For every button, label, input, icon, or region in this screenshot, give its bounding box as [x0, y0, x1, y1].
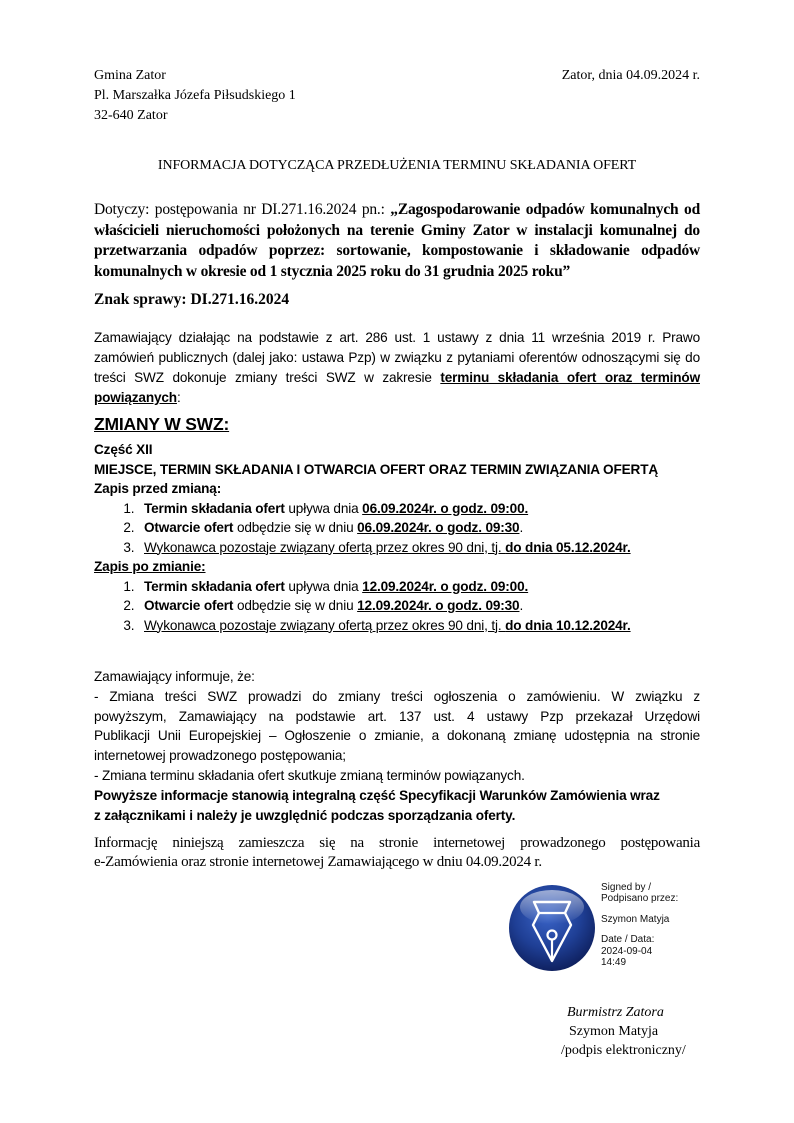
- list-item: [138, 577, 714, 597]
- list-item: [138, 499, 714, 519]
- list-item: [138, 616, 714, 636]
- info-bullet-1-line-1: - Zmiana treści SWZ prowadzi do zmiany treści ogłoszenia o zamówieniu. W związku z: [94, 688, 700, 704]
- signatory-name: Szymon Matyja: [569, 1024, 659, 1039]
- list-item: [138, 538, 714, 558]
- info-bullet-1-line-3: Publikacji Unii Europejskiej – Ogłoszenie o zmianie, a dokonaną zmianę udostępnia na stronie: [94, 728, 700, 744]
- item-text: odbędzie się w dniu: [233, 598, 358, 613]
- info-bullet-2: - Zmiana terminu składania ofert skutkuje zmianą terminów powiązanych.: [94, 767, 525, 783]
- info-section: [94, 667, 700, 825]
- item-date: do dnia 10.12.2024r.: [505, 617, 631, 633]
- intro-text: Zamawiający działając na podstawie z art. 286 ust. 1 ustawy z dnia 11 września 2019 r. Prawo zamówień publicznych (dalej jako: ustawa Pzp) w związku z pytaniami oferentów odnoszącymi się do treści SWZ dokonuje zmiany treści SWZ w zakresie: [94, 330, 700, 385]
- e-signature-stamp: [507, 880, 717, 980]
- signed-by-label-pl: Podpisano przez:: [601, 893, 679, 905]
- sender-street: Pl. Marszałka Józefa Piłsudskiego 1: [94, 88, 296, 103]
- item-end: .: [519, 598, 524, 613]
- item-date: 06.09.2024r. o godz. 09:30: [357, 520, 520, 535]
- intro-paragraph: [94, 328, 700, 408]
- intro-emphasis-1: terminu składania ofert oraz terminów: [440, 370, 700, 385]
- item-bold: Termin składania ofert: [144, 500, 285, 516]
- item-date: 12.09.2024r. o godz. 09:30: [357, 598, 520, 613]
- fountain-pen-nib-icon: [507, 883, 597, 973]
- signatory-note: /podpis elektroniczny/: [561, 1043, 686, 1058]
- place-date: Zator, dnia 04.09.2024 r.: [561, 68, 700, 83]
- e-signature-details: [601, 882, 678, 968]
- sender-address: [94, 66, 296, 126]
- sender-name: Gmina Zator: [94, 68, 166, 83]
- before-list: [94, 499, 714, 558]
- signature-time: 14:49: [601, 957, 627, 969]
- info-bold-line-1: Powyższe informacje stanowią integralną część Specyfikacji Warunków Zamówienia wraz: [94, 787, 660, 803]
- before-label: Zapis przed zmianą:: [94, 481, 222, 496]
- section-title: MIEJSCE, TERMIN SKŁADANIA I OTWARCIA OFERT ORAZ TERMIN ZWIĄZANIA OFERTĄ: [94, 461, 659, 477]
- signer-name: Szymon Matyja: [601, 913, 670, 925]
- procurement-name: „Zagospodarowanie odpadów komunalnych od właścicieli nieruchomości położonych na terenie Gminy Zator w instalacji komunalnej do przetwarzania odpadów poprzez: sortowanie, kompostowanie i składowanie odpadów komunalnych w okresie od 1 stycznia 2025 roku do 31 grudnia 2025 roku”: [94, 201, 700, 280]
- item-text: odbędzie się w dniu: [233, 520, 358, 535]
- item-text: upływa dnia: [284, 500, 363, 516]
- intro-emphasis-2: powiązanych: [94, 390, 177, 405]
- changes-heading: ZMIANY W SWZ:: [94, 414, 230, 434]
- item-bold: Otwarcie ofert: [144, 598, 234, 613]
- case-reference: Znak sprawy: DI.271.16.2024: [94, 291, 290, 308]
- item-end: .: [519, 520, 524, 535]
- info-bold-line-2: z załącznikami i należy je uwzględnić podczas sporządzania oferty.: [94, 807, 516, 823]
- intro-end: :: [176, 390, 181, 405]
- info-lead: Zamawiający informuje, że:: [94, 669, 255, 684]
- list-item: [138, 518, 714, 538]
- info-bullet-1-line-2: powyższym, Zamawiający na podstawie art. 137 ust. 4 ustawy Pzp przekazał Urzędowi: [94, 708, 700, 724]
- item-bold: Otwarcie ofert: [144, 520, 234, 535]
- item-text: Wykonawca pozostaje związany ofertą przez okres 90 dni, tj.: [144, 539, 506, 555]
- after-label: Zapis po zmianie:: [94, 559, 206, 574]
- signature-date: 2024-09-04: [601, 945, 653, 957]
- changes-section: [94, 440, 714, 635]
- publication-paragraph: [94, 834, 700, 872]
- item-date: 06.09.2024r. o godz. 09:00.: [362, 500, 529, 516]
- item-date: do dnia 05.12.2024r.: [505, 539, 631, 555]
- sender-postcode: 32-640 Zator: [94, 108, 168, 123]
- document-title: INFORMACJA DOTYCZĄCA PRZEDŁUŻENIA TERMINU SKŁADANIA OFERT: [157, 158, 637, 173]
- item-date: 12.09.2024r. o godz. 09:00.: [362, 578, 529, 594]
- list-item: [138, 596, 714, 616]
- item-text: upływa dnia: [284, 578, 363, 594]
- publication-line-2: e-Zamówienia oraz stronie internetowej Zamawiającego w dniu 04.09.2024 r.: [94, 854, 542, 870]
- item-text: Wykonawca pozostaje związany ofertą przez okres 90 dni, tj.: [144, 617, 506, 633]
- after-list: [94, 577, 714, 636]
- signed-by-label: Signed by /: [601, 882, 652, 893]
- part-label: Część XII: [94, 442, 153, 457]
- subject-prefix: Dotyczy: postępowania nr DI.271.16.2024 pn.:: [94, 201, 391, 218]
- publication-line-1: Informację niniejszą zamieszcza się na stronie internetowej prowadzonego postępowania: [94, 835, 700, 851]
- info-bullet-1-line-4: internetowej prowadzonego postępowania;: [94, 748, 346, 764]
- subject-paragraph: [94, 200, 700, 282]
- signatory-block: [561, 1003, 686, 1060]
- item-bold: Termin składania ofert: [144, 578, 285, 594]
- signatory-role: Burmistrz Zatora: [567, 1005, 664, 1020]
- date-label: Date / Data:: [601, 934, 655, 946]
